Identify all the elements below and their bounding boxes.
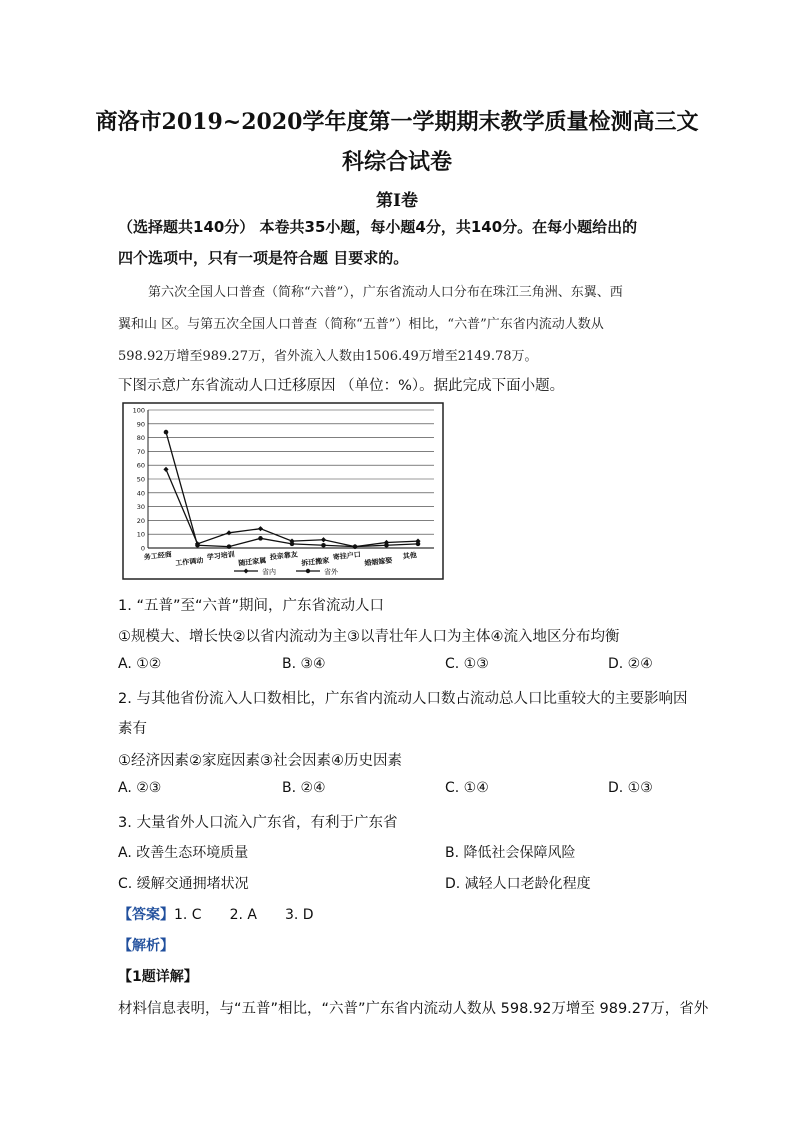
q1-detail-text: 材料信息表明，与“五普”相比，“六普”广东省内流动人数从 598.92万增至 989.27万，省外 (118, 1001, 709, 1017)
x-tick-label: 工作调动 (174, 556, 204, 568)
y-tick-label: 20 (136, 516, 145, 525)
y-tick-label: 10 (136, 530, 145, 539)
y-tick-label: 100 (132, 406, 145, 415)
x-tick-label: 投亲靠友 (269, 550, 299, 562)
y-tick-label: 80 (136, 434, 145, 443)
q2-option-c: C. ①④ (445, 780, 489, 796)
q2-option-b: B. ②④ (282, 780, 326, 796)
q2-option-a: A. ②③ (118, 780, 162, 796)
q3-stem: 3. 大量省外人口流入广东省，有利于广东省 (118, 815, 398, 831)
q1-option-b: B. ③④ (282, 656, 326, 672)
x-tick-label: 务工经商 (143, 550, 173, 562)
y-tick-label: 50 (136, 475, 145, 484)
q1-option-a: A. ①② (118, 656, 162, 672)
legend-label: 省外 (324, 568, 338, 576)
q2-stem-cont: 素有 (118, 721, 147, 737)
instructions-line2: 四个选项中，只有一项是符合题 目要求的。 (118, 249, 409, 267)
x-tick-label: 拆迁搬家 (300, 556, 330, 568)
y-tick-label: 30 (136, 503, 145, 512)
q2-statement: ①经济因素②家庭因素③社会因素④历史因素 (118, 753, 402, 769)
y-tick-label: 90 (136, 420, 145, 429)
data-point (258, 536, 263, 541)
q3-option-c: C. 缓解交通拥堵状况 (118, 876, 249, 892)
y-tick-label: 40 (136, 489, 145, 498)
data-point (164, 430, 169, 435)
instructions-line1: （选择题共140分） 本卷共35小题，每小题4分，共140分。在每小题给出的 (118, 218, 638, 236)
data-point (353, 544, 358, 549)
answer-label: 【答案】 (118, 907, 174, 923)
material-line3: 598.92万增至989.27万，省外流入人数由1506.49万增至2149.78万。 (118, 349, 538, 364)
exam-title-line1: 商洛市2019~2020学年度第一学期期末教学质量检测高三文 (95, 109, 699, 135)
data-point (384, 543, 389, 548)
analysis-label: 【解析】 (118, 938, 174, 954)
x-tick-label: 学习培训 (206, 550, 236, 562)
q3-option-b: B. 降低社会保障风险 (445, 845, 576, 861)
y-tick-label: 70 (136, 447, 145, 456)
q3-option-a: A. 改善生态环境质量 (118, 845, 249, 861)
x-tick-label: 寄挂户口 (332, 550, 362, 562)
q1-statement: ①规模大、增长快②以省内流动为主③以青壮年人口为主体④流入地区分布均衡 (118, 629, 620, 645)
data-point (416, 542, 421, 547)
answer-row (118, 904, 314, 924)
migration-reason-chart (122, 402, 444, 580)
q2-option-d: D. ①③ (608, 780, 653, 796)
q1-detail-label: 【1题详解】 (118, 969, 198, 985)
section-title: 第Ⅰ卷 (376, 191, 418, 211)
material-line2: 翼和山 区。与第五次全国人口普查（简称“五普”）相比，“六普”广东省内流动人数从 (118, 317, 604, 332)
legend-marker (306, 569, 310, 573)
answer-values: 1. C 2. A 3. D (174, 907, 314, 923)
y-tick-label: 60 (136, 461, 145, 470)
data-point (195, 543, 200, 548)
q3-option-d: D. 减轻人口老龄化程度 (445, 876, 591, 892)
data-point (227, 544, 232, 549)
x-tick-label: 随迁家属 (237, 556, 267, 568)
q1-option-c: C. ①③ (445, 656, 489, 672)
q2-stem: 2. 与其他省份流入人口数相比，广东省内流动人口数占流动总人口比重较大的主要影响因 (118, 691, 688, 707)
q1-stem: 1. “五普”至“六普”期间，广东省流动人口 (118, 598, 384, 614)
exam-title-line2: 科综合试卷 (341, 149, 452, 175)
legend-label: 省内 (262, 568, 276, 576)
material-line1: 第六次全国人口普查（简称“六普”），广东省流动人口分布在珠江三角洲、东翼、西 (148, 285, 623, 300)
x-tick-label: 婚姻嫁娶 (363, 556, 393, 568)
data-point (290, 542, 295, 547)
data-point (321, 543, 326, 548)
material-line4: 下图示意广东省流动人口迁移原因 （单位：%）。据此完成下面小题。 (118, 378, 565, 394)
y-tick-label: 0 (140, 544, 145, 553)
x-tick-label: 其他 (402, 551, 418, 561)
q1-option-d: D. ②④ (608, 656, 653, 672)
